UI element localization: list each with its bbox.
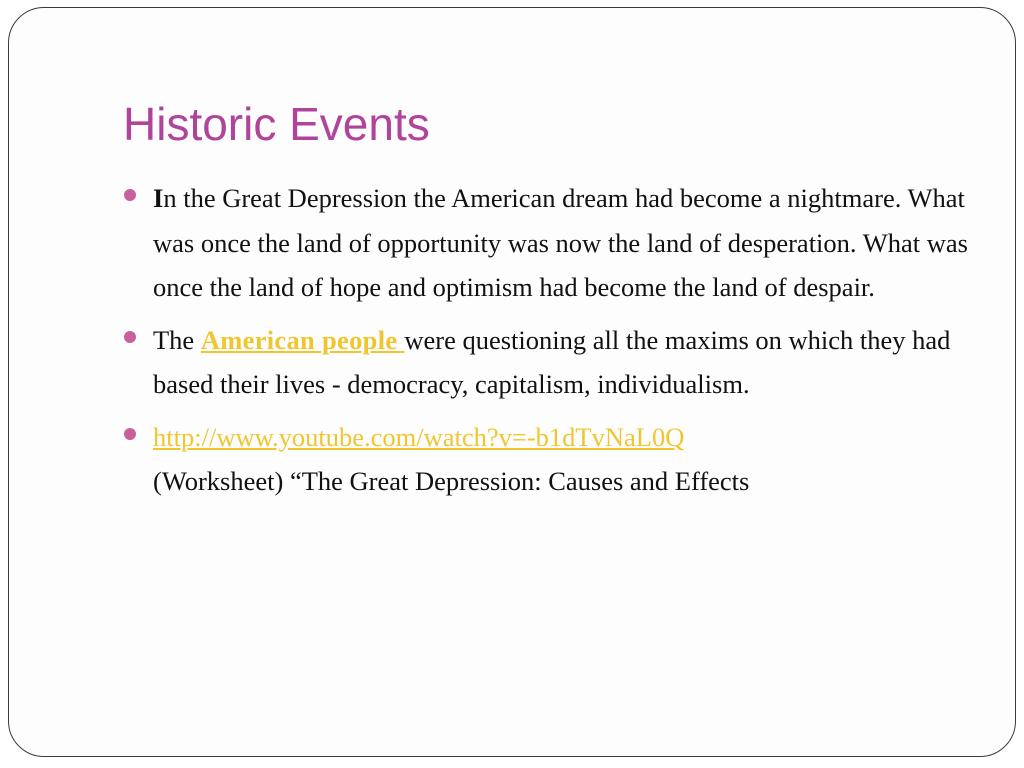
bullet-dot-icon [124, 331, 136, 343]
bullet-item-great-depression [121, 176, 971, 310]
bullet-text: were questioning all the maxims on which they had based their lives - democracy, capitalism, individualism. [153, 324, 951, 399]
bullet-initial: I [153, 183, 164, 213]
bullet-text: n the Great Depression the American dream had become a nightmare. What was once the land of opportunity was now the land of desperation. What was once the land of hope and optimism had become the land of despair. [153, 183, 968, 302]
bullet-list [121, 176, 971, 512]
bullet-dot-icon [124, 428, 136, 440]
bullet-item-american-people [121, 318, 971, 407]
bullet-dot-icon [124, 189, 136, 201]
american-people-link[interactable]: American people [200, 324, 405, 355]
slide-title: Historic Events [123, 98, 430, 150]
bullet-item-video-link [121, 415, 971, 504]
worksheet-text: (Worksheet) “The Great Depression: Causes and Effects [153, 466, 750, 496]
slide-frame [8, 7, 1016, 757]
bullet-prefix: The [153, 324, 201, 355]
youtube-link[interactable]: http://www.youtube.com/watch?v=-b1dTvNaL0Q [153, 421, 685, 452]
